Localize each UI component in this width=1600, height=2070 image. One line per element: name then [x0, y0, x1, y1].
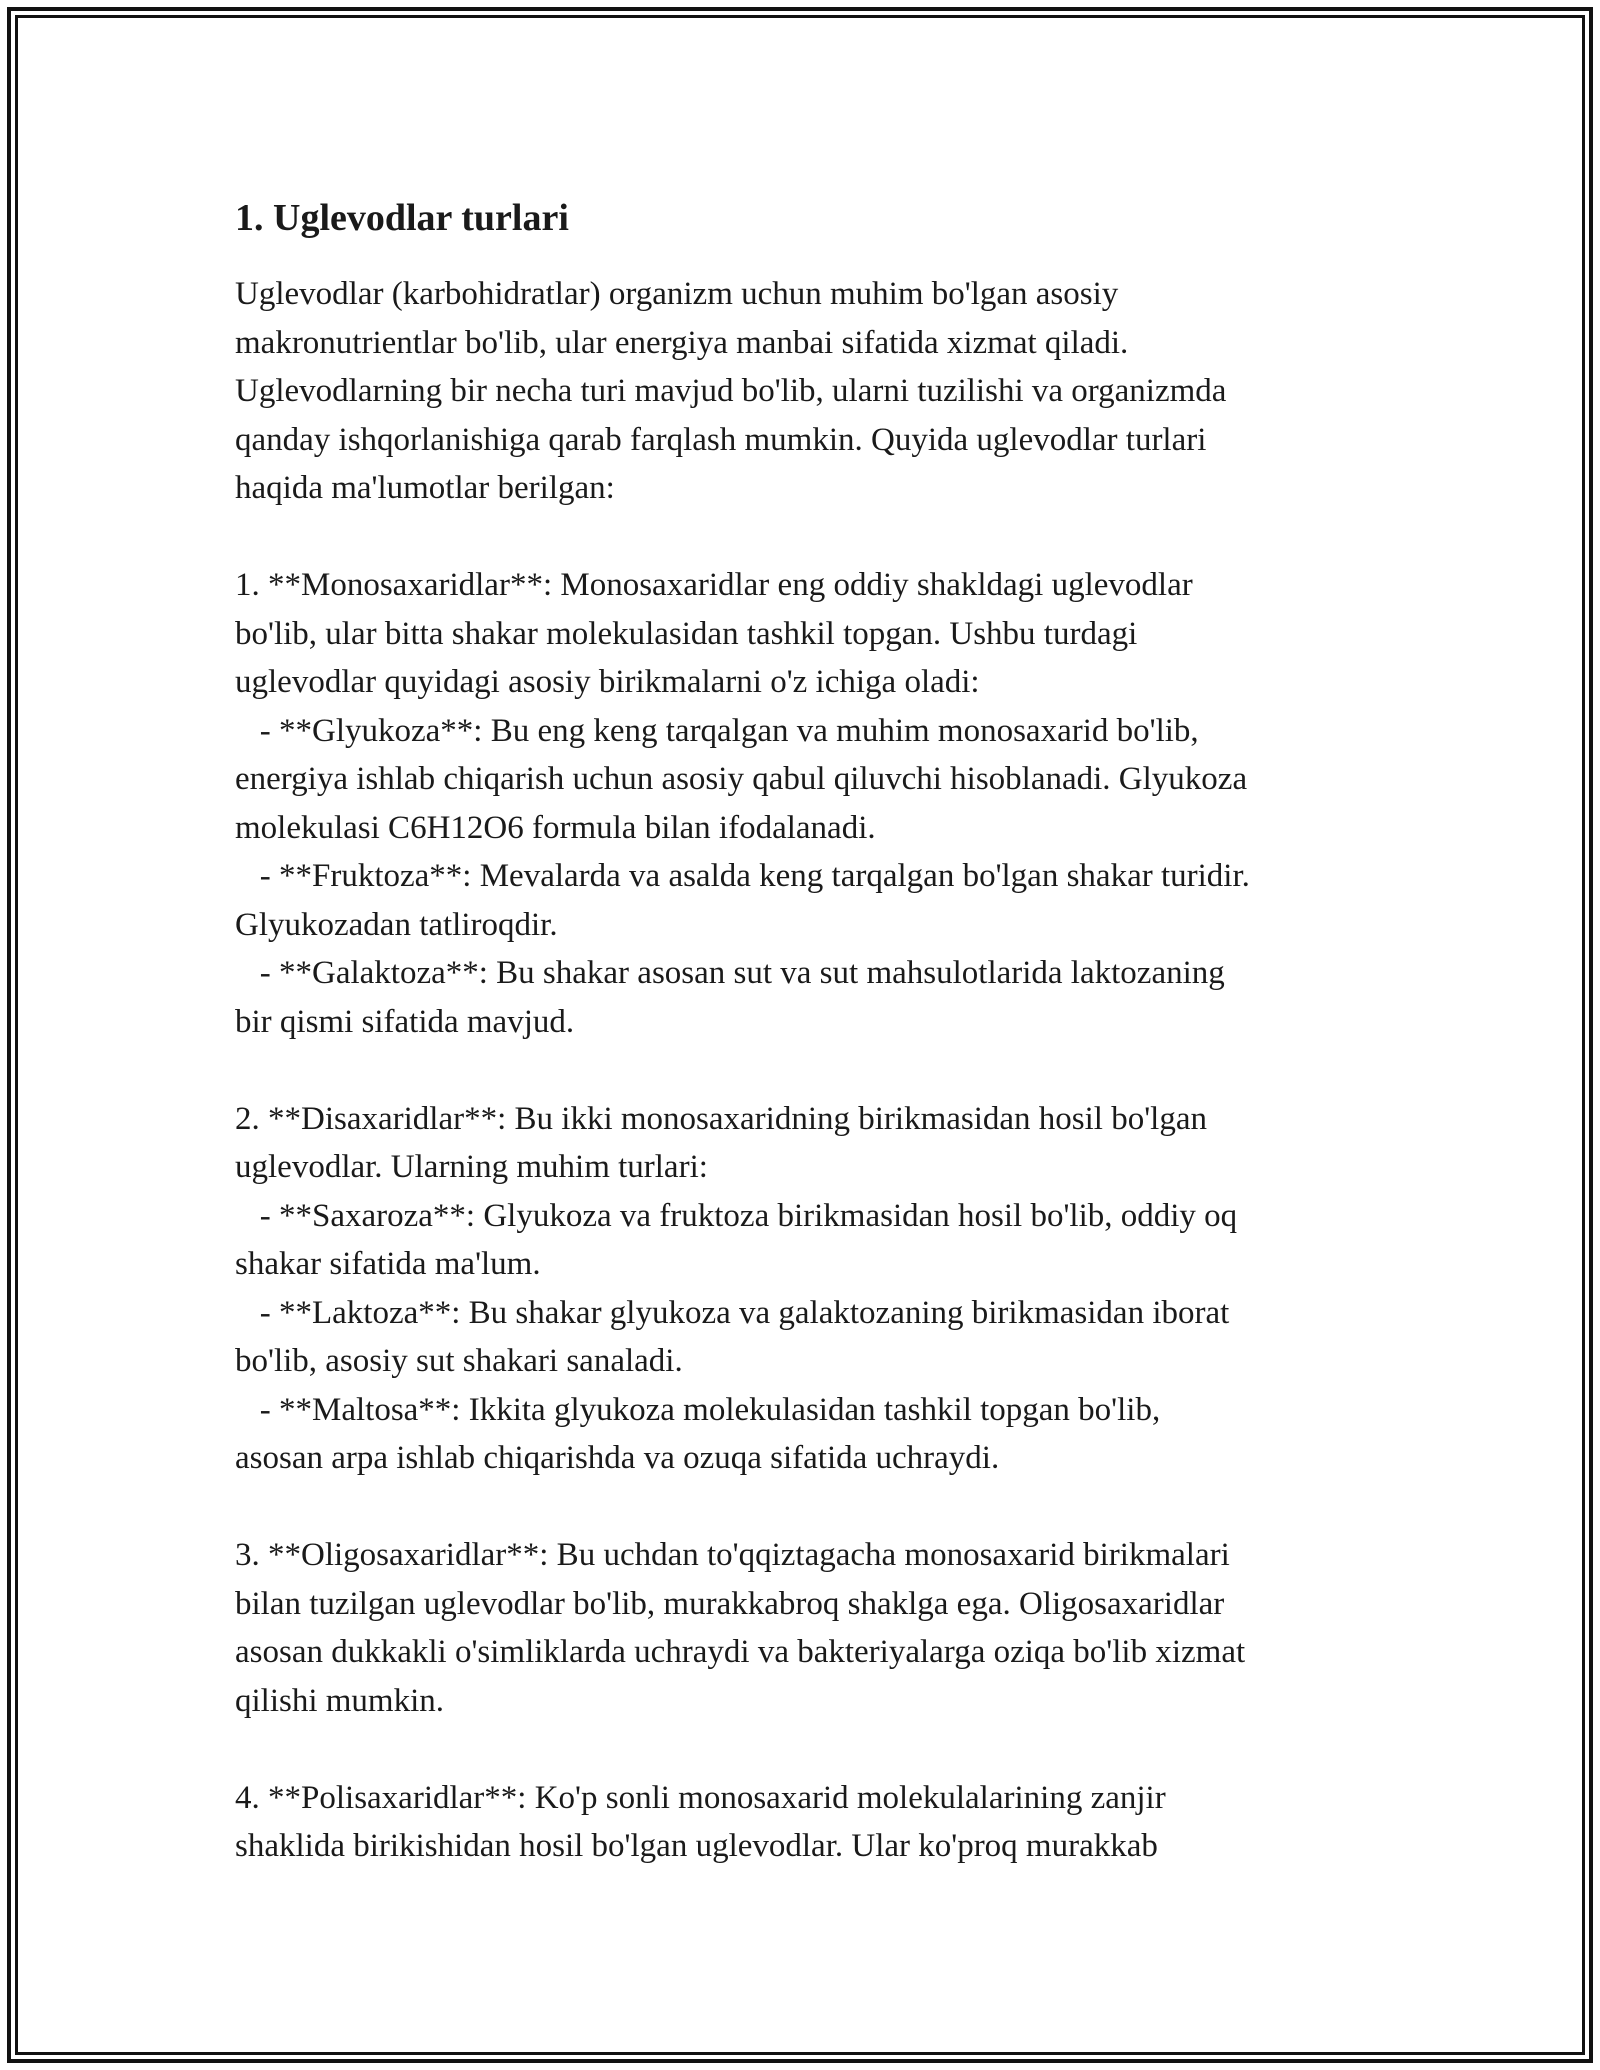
document-title: 1. Uglevodlar turlari [235, 197, 569, 239]
document-body: Uglevodlar (karbohidratlar) organizm uchun muhim bo'lgan asosiy makronutrientlar bo'lib, ular energiya manbai sifatida xizmat qiladi. Uglevodlarning bir necha turi mavjud bo'lib, ularni tuzilishi va organizmda qanday ishqorlanishiga qarab farqlash mumkin. Quyida uglevodlar turlari haqida ma'lumotlar berilgan: 1. **Monosaxaridlar**: Monosaxaridlar eng oddiy shakldagi uglevodlar bo'lib, ular bitta shakar molekulasidan tashkil topgan. Ushbu turdagi uglevodlar quyidagi asosiy birikmalarni o'z ichiga oladi: - **Glyukoza**: Bu eng keng tarqalgan va muhim monosaxarid bo'lib, energiya ishlab chiqarish uchun asosiy qabul qiluvchi hisoblanadi. Glyukoza molekulasi C6H12O6 formula bilan ifodalanadi. - **Fruktoza**: Mevalarda va asalda keng tarqalgan bo'lgan shakar turidir. Glyukozadan tatliroqdir. - **Galaktoza**: Bu shakar asosan sut va sut mahsulotlarida laktozaning bir qismi sifatida mavjud. 2. **Disaxaridlar**: Bu ikki monosaxaridning birikmasidan hosil bo'lgan uglevodlar. Ularning muhim turlari: - **Saxaroza**: Glyukoza va fruktoza birikmasidan hosil bo'lib, oddiy oq shakar sifatida ma'lum. - **Laktoza**: Bu shakar glyukoza va galaktozaning birikmasidan iborat bo'lib, asosiy sut shakari sanaladi. - **Maltosa**: Ikkita glyukoza molekulasidan tashkil topgan bo'lib, asosan arpa ishlab chiqarishda va ozuqa sifatida uchraydi. 3. **Oligosaxaridlar**: Bu uchdan to'qqiztagacha monosaxarid birikmalari bilan tuzilgan uglevodlar bo'lib, murakkabroq shaklga ega. Oligosaxaridlar asosan dukkakli o'simliklarda uchraydi va bakteriyalarga oziqa bo'lib xizmat qilishi mumkin. 4. **Polisaxaridlar**: Ko'p sonli monosaxarid molekulalarining zanjir shaklida birikishidan hosil bo'lgan uglevodlar. Ular ko'proq murakkab [235, 276, 1250, 1864]
document-content [235, 180, 1395, 1871]
